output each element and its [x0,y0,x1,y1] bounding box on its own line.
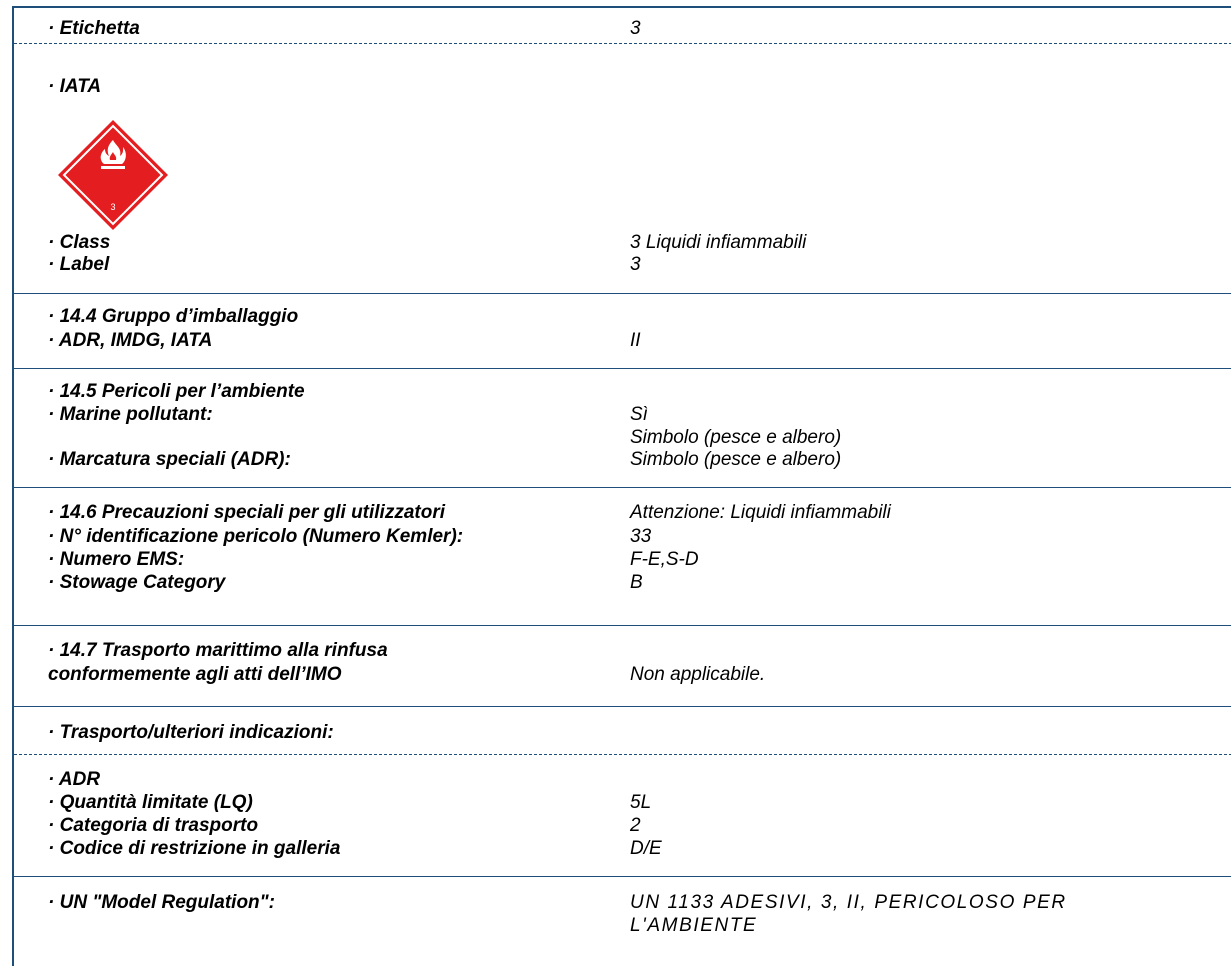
special-marking-label: · Marcatura speciali (ADR): [48,449,291,470]
transport-category-row [14,815,1231,837]
un-model-row [14,892,1231,914]
stowage-value: B [630,572,643,593]
iata-class-value: 3 Liquidi infiammabili [630,232,807,253]
stowage-row [14,572,1231,594]
iata-label-row [14,254,1231,276]
limited-quantity-row [14,792,1231,814]
transport-info-sheet [12,6,1231,966]
environment-heading-row [14,381,1231,403]
pictogram-class-number: 3 [110,202,116,212]
bulk-row [14,664,1231,686]
transport-category-label: · Categoria di trasporto [48,815,259,836]
precautions-heading: · 14.6 Precauzioni speciali per gli utilizzatori [48,502,446,523]
etichetta-row [14,18,1231,40]
etichetta-label: · Etichetta [48,18,140,39]
packing-group-heading-row [14,306,1231,328]
special-marking-value: Simbolo (pesce e albero) [630,449,842,470]
section-adr [14,755,1231,877]
kemler-value: 33 [630,526,652,547]
marine-pollutant-row [14,404,1231,426]
marine-pollutant-row-2 [14,427,1231,449]
ems-value: F-E,S-D [630,549,699,570]
bulk-heading-row [14,640,1231,662]
un-model-row-2 [14,915,1231,937]
packing-group-value: II [630,330,641,351]
section-un-model-regulation [14,877,1231,967]
precautions-heading-row [14,502,1231,524]
tunnel-code-label: · Codice di restrizione in galleria [48,838,341,859]
limited-quantity-label: · Quantità limitate (LQ) [48,792,253,813]
section-environment [14,369,1231,488]
etichetta-value: 3 [630,18,641,39]
iata-label-label: · Label [48,254,110,275]
iata-label-value: 3 [630,254,641,275]
bulk-heading-2: conformemente agli atti dell’IMO [48,664,342,685]
section-precautions [14,488,1231,626]
ems-row [14,549,1231,571]
tunnel-code-row [14,838,1231,860]
flammable-liquid-class-3-diamond-icon [56,118,170,232]
limited-quantity-value: 5L [630,792,652,813]
precautions-heading-value: Attenzione: Liquidi infiammabili [630,502,891,523]
packing-group-row [14,330,1231,352]
section-bulk-transport [14,626,1231,707]
iata-class-row [14,232,1231,254]
transport-category-value: 2 [630,815,641,836]
un-model-value-line-2: L'AMBIENTE [630,915,758,936]
ems-label: · Numero EMS: [48,549,185,570]
marine-pollutant-value-2: Simbolo (pesce e albero) [630,427,842,448]
environment-heading: · 14.5 Pericoli per l’ambiente [48,381,305,402]
transport-more-heading: · Trasporto/ulteriori indicazioni: [48,722,334,743]
packing-group-heading: · 14.4 Gruppo d’imballaggio [48,306,299,327]
section-packing-group [14,294,1231,369]
section-etichetta [14,8,1231,44]
bulk-value: Non applicabile. [630,664,766,685]
section-transport-more [14,707,1231,755]
iata-class-label: · Class [48,232,111,253]
kemler-row [14,526,1231,548]
kemler-label: · N° identificazione pericolo (Numero Kemler): [48,526,464,547]
un-model-label: · UN "Model Regulation": [48,892,275,913]
adr-heading: · ADR [48,769,101,790]
iata-heading: · IATA [48,76,102,97]
tunnel-code-value: D/E [630,838,662,859]
special-marking-row [14,449,1231,471]
marine-pollutant-label: · Marine pollutant: [48,404,213,425]
adr-heading-row [14,769,1231,791]
packing-group-label: · ADR, IMDG, IATA [48,330,213,351]
transport-more-row [14,722,1231,744]
marine-pollutant-value: Sì [630,404,648,425]
stowage-label: · Stowage Category [48,572,226,593]
iata-heading-row [14,76,1231,98]
section-iata [14,44,1231,294]
bulk-heading: · 14.7 Trasporto marittimo alla rinfusa [48,640,388,661]
un-model-value-line-1: UN 1133 ADESIVI, 3, II, PERICOLOSO PER [630,892,1067,913]
